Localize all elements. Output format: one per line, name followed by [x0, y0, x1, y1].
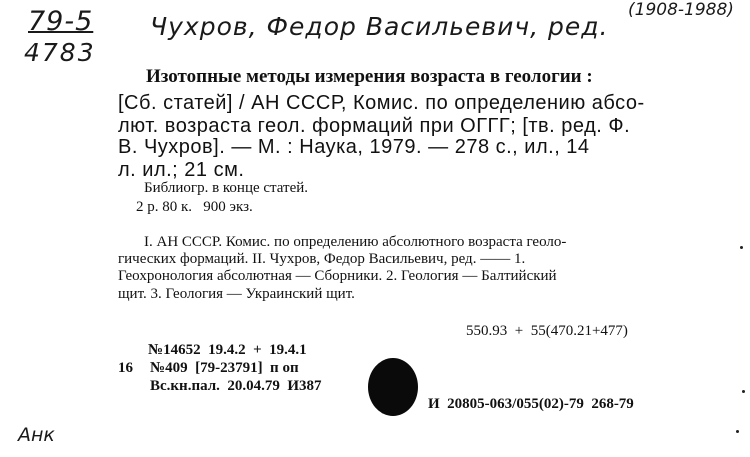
tracing-line-2: гических формаций. II. Чухров, Федор Васильевич, ред. —— 1. — [118, 251, 526, 267]
card-punch-hole — [368, 358, 418, 416]
handwritten-dates: (1908-1988) — [628, 0, 734, 20]
ink-speck — [740, 246, 743, 249]
ink-speck — [736, 430, 739, 433]
description-line-3: В. Чухров]. — М. : Наука, 1979. — 278 с., ил., 14 — [118, 136, 590, 158]
order-line-2: №409 [79-23791] п оп — [150, 360, 299, 376]
handwritten-inventory-number: 4783 — [24, 38, 96, 67]
tracing-line-3: Геохронология абсолютная — Сборники. 2. Геология — Балтийский — [118, 268, 557, 284]
isbn-line: И 20805-063/055(02)-79 268-79 — [428, 396, 634, 412]
order-line-3: Вс.кн.пал. 20.04.79 И387 — [150, 378, 322, 394]
ink-speck — [742, 390, 745, 393]
order-line-2-prefix: 16 — [118, 360, 133, 376]
handwritten-bottom-note: Анк — [18, 424, 55, 446]
description-line-4: л. ил.; 21 см. — [118, 159, 245, 181]
order-line-1: №14652 19.4.2 + 19.4.1 — [148, 342, 307, 358]
description-line-1: [Сб. статей] / АН СССР, Комис. по определению абсо- — [118, 92, 645, 114]
tracing-line-4: щит. 3. Геология — Украинский щит. — [118, 286, 355, 302]
bibliography-note: Библиогр. в конце статей. — [144, 180, 309, 196]
book-title: Изотопные методы измерения возраста в геологии : — [146, 66, 593, 87]
description-line-2: лют. возраста геол. формаций при ОГГГ; [тв. ред. Ф. — [118, 115, 631, 137]
price-and-print-run: 2 р. 80 к. 900 экз. — [136, 199, 253, 215]
handwritten-call-number: 79-5 — [28, 6, 94, 37]
classification-index: 550.93 + 55(470.21+477) — [466, 323, 628, 339]
handwritten-author-entry: Чухров, Федор Васильевич, ред. — [150, 12, 609, 41]
tracing-line-1: I. АН СССР. Комис. по определению абсолютного возраста геоло- — [144, 234, 567, 250]
